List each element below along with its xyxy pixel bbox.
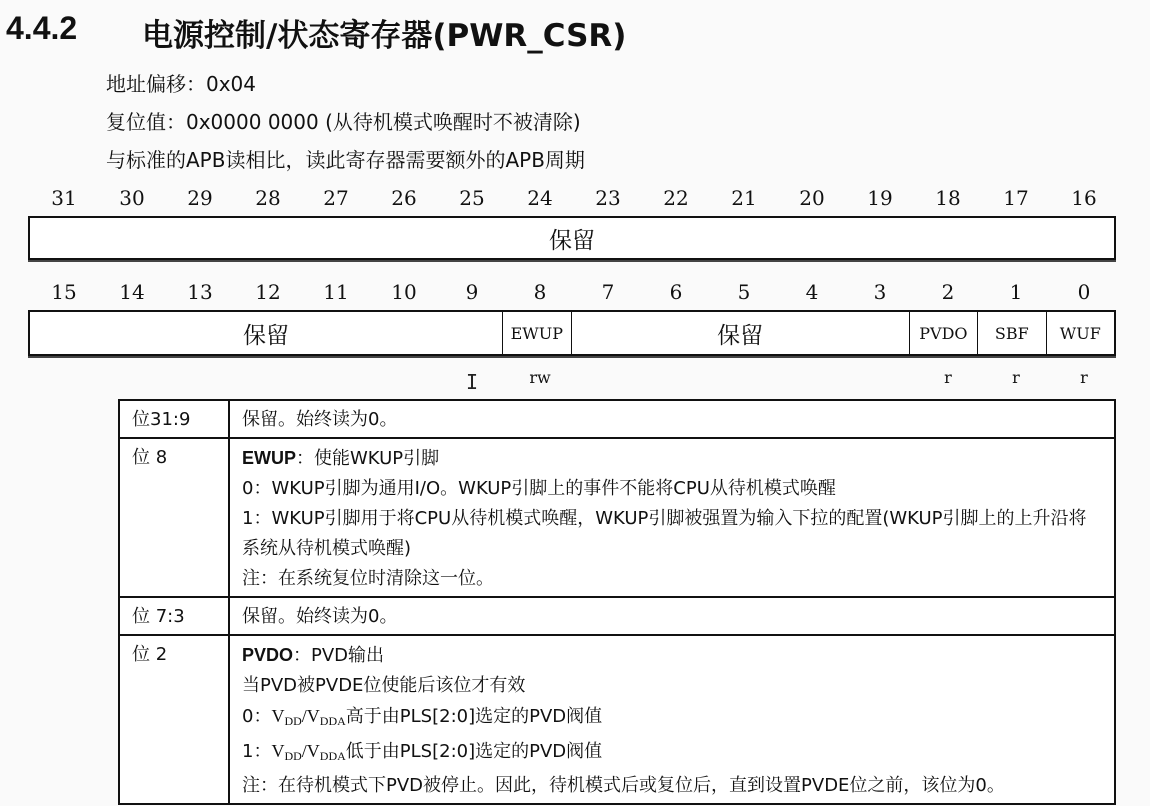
access-type: [98, 368, 166, 387]
reset-value: 复位值：0x0000 0000 (从待机模式唤醒时不被清除): [106, 110, 581, 134]
register-upper-half: [28, 216, 1116, 260]
desc-line: 当PVD被PVDE位使能后该位才有效: [242, 675, 526, 696]
access-type: [846, 368, 914, 387]
value-prefix: 0：: [242, 706, 272, 727]
bit-number: 23: [595, 186, 621, 210]
access-type: [302, 368, 370, 387]
bit-number: 20: [799, 186, 825, 210]
vdd-subscript: DD: [284, 749, 302, 763]
bit-number: 30: [119, 186, 145, 210]
register-lower-half: [28, 310, 1116, 356]
bit-range: 位 2: [119, 635, 229, 804]
bit-range: 位31:9: [119, 400, 229, 438]
access-type: r: [1080, 368, 1088, 387]
vdd-subscript: DD: [284, 714, 302, 728]
bit-number: 13: [187, 280, 213, 304]
bit-number: 7: [601, 280, 615, 304]
vdd-symbol: V: [271, 741, 285, 761]
bit-number: 27: [323, 186, 349, 210]
table-row: [119, 400, 1115, 438]
bit-description-table: [118, 399, 1116, 805]
bit-number: 19: [867, 186, 893, 210]
desc-line: 0：WKUP引脚为通用I/O。WKUP引脚上的事件不能将CPU从待机模式唤醒: [242, 478, 836, 499]
desc-line: 1：WKUP引脚用于将CPU从待机模式唤醒，WKUP引脚被强置为输入下拉的配置(WKUP引脚上的上升沿将系统从待机模式唤醒): [242, 508, 1087, 559]
upper-bit-numbers: [30, 186, 1118, 210]
bit-number: 0: [1077, 280, 1091, 304]
lower-bit-numbers: [30, 280, 1118, 304]
bit-number: 9: [465, 280, 479, 304]
value-prefix: 1：: [242, 741, 272, 762]
bit-number: 14: [119, 280, 145, 304]
bit-number: 21: [731, 186, 757, 210]
register-field: PVDO: [910, 312, 978, 354]
bit-number: 22: [663, 186, 689, 210]
access-type: [574, 368, 642, 387]
bit-number: 3: [873, 280, 887, 304]
register-field: 保留: [549, 227, 595, 254]
bit-number: 4: [805, 280, 819, 304]
register-field: 保留: [30, 312, 503, 354]
section-number: 4.4.2: [6, 10, 78, 46]
bit-number: 12: [255, 280, 281, 304]
bit-number: 24: [527, 186, 553, 210]
bit-number: 6: [669, 280, 683, 304]
bit-description: 保留。始终读为0。: [229, 597, 1115, 635]
desc-note: 注：在待机模式下PVD被停止。因此，待机模式后或复位后，直到设置PVDE位之前，该位为0。: [242, 775, 1005, 796]
desc-note: 注：在系统复位时清除这一位。: [242, 568, 494, 589]
bit-number: 5: [737, 280, 751, 304]
access-type: [166, 368, 234, 387]
apb-note: 与标准的APB读相比，读此寄存器需要额外的APB周期: [106, 148, 585, 172]
bit-number: 29: [187, 186, 213, 210]
bit-range: 位 8: [119, 438, 229, 597]
vdda-symbol: /V: [301, 741, 320, 761]
value-text: 高于由PLS[2:0]选定的PVD阀值: [345, 706, 603, 727]
bit-number: 18: [935, 186, 961, 210]
vdda-subscript: DDA: [319, 749, 346, 763]
bit-description: [229, 438, 1115, 597]
access-type: r: [944, 368, 952, 387]
access-type: r: [1012, 368, 1020, 387]
access-types: [30, 368, 1118, 387]
access-type: [710, 368, 778, 387]
bit-number: 17: [1003, 186, 1029, 210]
bit-description: [229, 635, 1115, 804]
vdda-symbol: /V: [301, 706, 320, 726]
register-field: WUF: [1059, 323, 1101, 343]
access-type: rw: [529, 368, 551, 387]
table-row: [119, 635, 1115, 804]
bit-number: 31: [51, 186, 77, 210]
access-type: [642, 368, 710, 387]
bit-number: 25: [459, 186, 485, 210]
desc-line: [242, 701, 1104, 736]
access-type: [370, 368, 438, 387]
register-field: SBF: [978, 312, 1046, 354]
bit-number: 10: [391, 280, 417, 304]
bit-range: 位 7:3: [119, 597, 229, 635]
bit-number: 15: [51, 280, 77, 304]
address-offset: 地址偏移：0x04: [106, 72, 257, 96]
bit-number: 16: [1071, 186, 1097, 210]
value-text: 低于由PLS[2:0]选定的PVD阀值: [345, 741, 603, 762]
bit-number: 8: [533, 280, 547, 304]
vdda-subscript: DDA: [319, 714, 346, 728]
register-field: 保留: [572, 312, 910, 354]
access-type: [234, 368, 302, 387]
field-summary: ：使能WKUP引脚: [296, 448, 440, 469]
text-cursor-icon: I: [466, 370, 479, 394]
field-name: PVDO: [242, 645, 294, 665]
bit-number: 26: [391, 186, 417, 210]
bit-number: 11: [323, 280, 349, 304]
field-summary: ：PVD输出: [293, 645, 385, 666]
register-field: EWUP: [503, 312, 571, 354]
table-row: [119, 597, 1115, 635]
table-row: [119, 438, 1115, 597]
bit-description: 保留。始终读为0。: [229, 400, 1115, 438]
desc-line: [242, 736, 1104, 771]
bit-number: 1: [1009, 280, 1023, 304]
bit-number: 28: [255, 186, 281, 210]
section-title: 电源控制/状态寄存器(PWR_CSR): [142, 18, 627, 54]
access-type: [30, 368, 98, 387]
field-name: EWUP: [242, 448, 296, 468]
access-type: [778, 368, 846, 387]
bit-number: 2: [941, 280, 955, 304]
vdd-symbol: V: [271, 706, 285, 726]
